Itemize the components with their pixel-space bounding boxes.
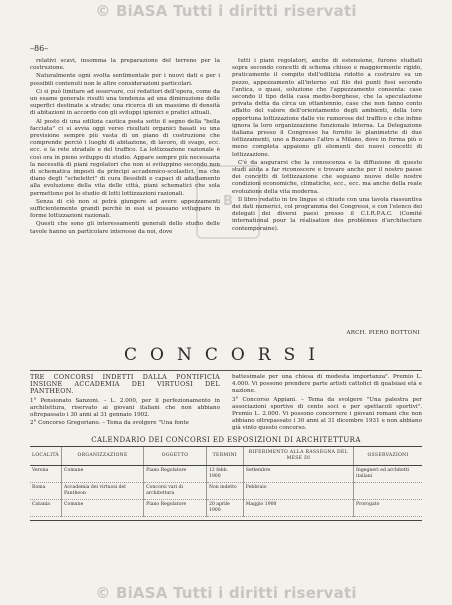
section-divider: [30, 370, 422, 371]
table-row: [30, 466, 422, 483]
calendar-bottom-rule: [30, 520, 422, 521]
calendar-column-header: OGGETTO: [144, 447, 207, 466]
calendar-column-header: RIFERIMENTO ALLA RASSEGNA DEL MESE DI: [243, 447, 353, 466]
article-paragraph: Il libro redatto in tre lingue si chiude con una tavola riassuntiva dei dati numerici, col programma dei Congressi, e con l'elenco dei delegati dei diversi paesi presso il C.I.R.P.A.C. (Comité international pour la réalisation des problèmes d'architecture contemporaine).: [232, 196, 422, 232]
page-number: –86–: [30, 44, 49, 53]
calendar-column-header: TERMINI: [206, 447, 243, 466]
article-signature: ARCH. PIERO BOTTONI: [346, 330, 420, 336]
contests-left-column: [30, 374, 220, 428]
table-cell: Piano Regolatore: [144, 500, 207, 517]
watermark-logo: B: [196, 165, 260, 239]
article-right-column: [232, 58, 422, 288]
contests-right-column: [232, 374, 422, 434]
table-row: [30, 483, 422, 500]
article-left-column: [30, 58, 220, 318]
contest-item: battesimale per una chiesa di modesta importanza". Premio L. 4.000. Vi possono prendere parte artisti cattolici di qualsiasi età e nazione.: [232, 374, 422, 395]
table-cell: Prorogato: [354, 500, 422, 517]
watermark-bottom: © BiASA Tutti i diritti riservati: [95, 584, 357, 602]
watermark-top: © BiASA Tutti i diritti riservati: [95, 2, 357, 20]
table-cell: Non indetto: [206, 483, 243, 500]
table-cell: Febbraio: [243, 483, 353, 500]
article-paragraph: Ci si può limitare ad osservare, coi redattori dell'opera, come da un esame generale risulti una tendenza ad una diminuzione delle superfici destinate a strade; una ricerca di un massimo di densità di abitazioni in accordo con gli sviluppi igienici e pratici attuali.: [30, 88, 220, 117]
table-cell: [354, 483, 422, 500]
section-title: CONCORSI: [124, 345, 328, 365]
table-cell: 12 febb. 1900: [206, 466, 243, 483]
contests-heading: TRE CONCORSI INDETTI DALLA PONTIFICIA INSIGNE ACCADEMIA DEI VIRTUOSI DEL PANTHEON.: [30, 373, 220, 396]
calendar-table: [30, 446, 422, 517]
table-cell: Comune: [62, 500, 144, 517]
article-paragraph: Naturalmente ogni svolta sentimentale per i nuovi dati e per i possibili contenuti non le altre considerazioni particolari.: [30, 73, 220, 87]
table-row: [30, 500, 422, 517]
table-cell: Maggio 1900: [243, 500, 353, 517]
article-paragraph: Questi che sono gli interessamenti generali dello studio delle tavole hanno un particolare interesse da noi, dove: [30, 221, 220, 235]
table-cell: Comune: [62, 466, 144, 483]
table-cell: 20 aprile 1900: [206, 500, 243, 517]
table-cell: Concorsi vari di architettura: [144, 483, 207, 500]
article-paragraph: tutti i piani regolatori, anche di estensione, furono studiati sopra secondo concetti di schema chiuso e maggiormente rigido, praticamente il compito dell'edilizia ridotto a costruire su un pezzo, appezzamento all'interno sul filo dei punti fissi secondo l'antica, o quasi, soluzione che l'appezzamento consenta: case secondo il tipo della casa medio-borghese, che la speculazione privata detta da circa un ottantennio, case che non fanno conto affatto del valore dell'orientamento degli ambienti, della loro opportuna lottizzazione dalle vie rumorose del traffico e che infine ignora la loro organizzazione funzionale interna. La Delegazione italiana presso il Congresso ha fornito le planimetrie di due lottizzamenti, uno a Bozzano l'altro a Milano, dove in forma più o meno completa appaiono gli elementi dei nuovi concetti di lottizzazione.: [232, 58, 422, 158]
calendar-column-header: LOCALITÀ: [30, 447, 62, 466]
table-cell: Settembre: [243, 466, 353, 483]
table-cell: Accademia dei virtuosi del Pantheon: [62, 483, 144, 500]
article-paragraph: relativi scavi, insomma la preparazione del terreno per la costruzione.: [30, 58, 220, 72]
table-cell: Piano Regolatore: [144, 466, 207, 483]
article-paragraph: Al posto di una edilizia caotica posta sotto il segno della "bella facciata" ci si avvia oggi verso risultati organici basati su una previsione sempre più vasta di un piano di costruzione che comprende perciò i luoghi di abitazione, di lavoro, di svago, ecc. ecc. e la rete stradale e del traffico. La lottizzazione razionale è così ora in pieno sviluppo di studio. Appare sempre più necessaria la necessità di piani regolatori che non si sviluppino secondo non di schematica imposti da principi accademico-scolastici, ma che diano degli "schelettri" di cura flessibili e capaci di adattamento alla evoluzione della vita delle città, piani schematici che sola permettono poi lo studio di lotti lottizzazioni razionali.: [30, 118, 220, 197]
table-cell: Catania: [30, 500, 62, 517]
calendar-header-row: [30, 447, 422, 466]
contest-item: 1° Pensionato Sanzoni. – L. 2.000, per il perfezionamento in architettura, riservato ai giovani italiani che non abbiano oltrepassato i 30 anni al 31 gennaio 1902.: [30, 397, 220, 419]
calendar-title: CALENDARIO DEI CONCORSI ED ESPOSIZIONI DI ARCHITETTURA: [91, 436, 361, 444]
table-cell: Ingegneri ed architetti italiani: [354, 466, 422, 483]
contest-item: 2° Concorso Gregoriano. – Tema da svolgere "Una fonte: [30, 420, 189, 427]
table-cell: Verona: [30, 466, 62, 483]
contest-item: 3° Concorso Appiani. – Tema da svolgere "Una palestra per associazioni sportive di cento soci e per spettacoli sportivi". Premio L. 2.000. Vi possono concorrere i giovani romani che non abbiano oltrepassato i 30 anni al 31 dicembre 1931 e non abbiano già vinto questo concorso.: [232, 396, 422, 432]
article-paragraph: Senza di ciò non si potrà giungere ad avere appezzamenti sufficientemente grandi perchè in essi si possano sviluppare in forme lottizzazioni razionali.: [30, 198, 220, 220]
table-cell: Roma: [30, 483, 62, 500]
article-paragraph: C'è da augurarsi che la conoscenza e la diffusione di questo studi aiuta a far riconoscere e trovare anche per il nostro paese dei concetti di lottizzazione che seguano nuove delle nostre condizioni economiche, climatiche, ecc., ecc. ma anche della reale evoluzione della vita moderna.: [232, 159, 422, 195]
calendar-column-header: ORGANIZZAZIONE: [62, 447, 144, 466]
calendar-column-header: OSSERVAZIONI: [354, 447, 422, 466]
